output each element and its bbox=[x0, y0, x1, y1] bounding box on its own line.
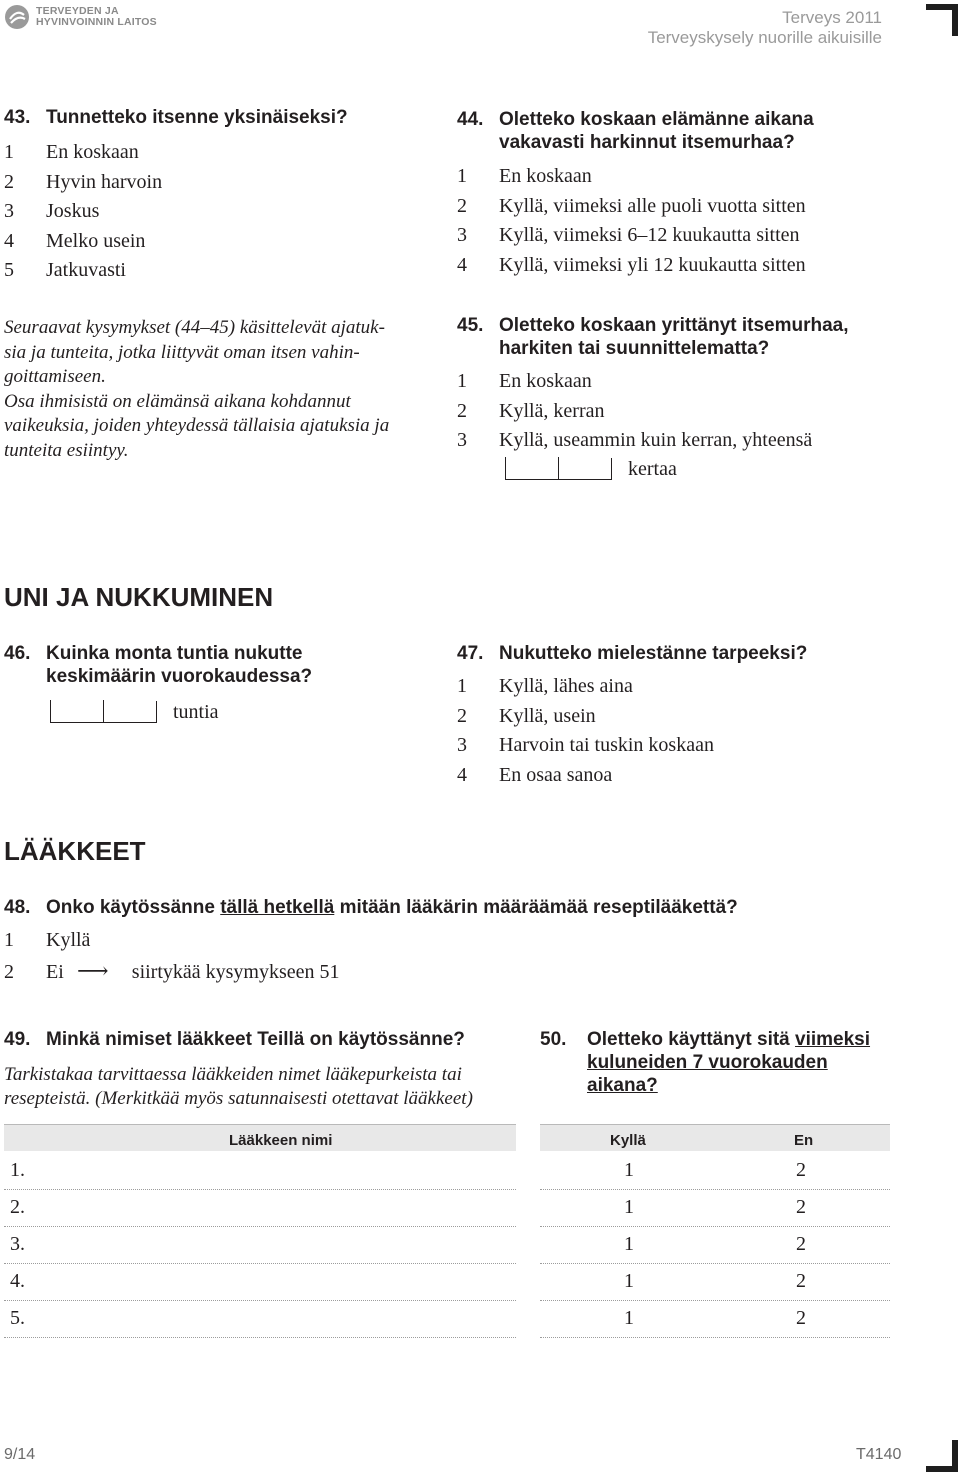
answer-no[interactable]: 2 bbox=[796, 1307, 806, 1329]
q46-unit-label: tuntia bbox=[173, 701, 219, 723]
digit-box[interactable] bbox=[505, 457, 558, 480]
q45-count-field[interactable] bbox=[505, 457, 677, 480]
q46-text-line-2: keskimäärin vuorokaudessa? bbox=[46, 666, 313, 687]
q50-text-pre: Oletteko käyttänyt sitä bbox=[587, 1029, 796, 1050]
q48-title bbox=[4, 896, 738, 919]
answer-no[interactable]: 2 bbox=[796, 1270, 806, 1292]
q45-text-line-1: Oletteko koskaan yrittänyt itsemurhaa, bbox=[499, 315, 849, 336]
q44-text-line-2: vakavasti harkinnut itsemurhaa? bbox=[499, 132, 795, 153]
q47-option[interactable] bbox=[457, 702, 714, 732]
med-name-header bbox=[4, 1125, 516, 1151]
q46-text-line-1: Kuinka monta tuntia nukutte bbox=[46, 643, 303, 664]
row-number: 2. bbox=[10, 1196, 25, 1218]
q48-option[interactable] bbox=[4, 956, 340, 988]
section-heading-sleep: UNI JA NUKKUMINEN bbox=[4, 582, 274, 612]
answer-yes[interactable]: 1 bbox=[624, 1233, 634, 1255]
option-number: 2 bbox=[457, 194, 467, 217]
q46-hours-field[interactable] bbox=[50, 700, 219, 723]
crop-mark-top-right bbox=[926, 4, 958, 36]
q47-option[interactable] bbox=[457, 731, 714, 761]
option-number: 3 bbox=[457, 429, 467, 451]
q45-options bbox=[457, 367, 812, 456]
row-number: 4. bbox=[10, 1270, 25, 1292]
q44-text-line-1: Oletteko koskaan elämänne aikana bbox=[499, 109, 814, 130]
q45-text-line-2: harkiten tai suunnittelematta? bbox=[499, 338, 770, 359]
box-end bbox=[156, 701, 157, 723]
answer-yes[interactable]: 1 bbox=[624, 1307, 634, 1329]
q49-number: 49. bbox=[4, 1029, 31, 1050]
q44-options bbox=[457, 162, 806, 280]
q48-text-emphasis: tällä hetkellä bbox=[220, 897, 335, 918]
q50-text-emphasis: aikana? bbox=[587, 1075, 658, 1096]
q50-title bbox=[540, 1028, 920, 1097]
option-number: 3 bbox=[4, 200, 14, 222]
q46-number: 46. bbox=[4, 643, 31, 664]
option-number: 4 bbox=[4, 229, 14, 252]
q43-option[interactable] bbox=[4, 256, 162, 286]
option-label: Kyllä bbox=[46, 929, 91, 951]
column-header-medicine-name: Lääkkeen nimi bbox=[229, 1132, 333, 1149]
q49-instruction-line: resepteistä. (Merkitkää myös satunnaisesti otettavat lääkkeet) bbox=[4, 1088, 473, 1109]
digit-box[interactable] bbox=[50, 700, 103, 723]
row-number: 1. bbox=[10, 1159, 25, 1181]
q46-title bbox=[4, 642, 312, 688]
answer-yes[interactable]: 1 bbox=[624, 1270, 634, 1292]
q47-number: 47. bbox=[457, 643, 484, 664]
answer-no[interactable]: 2 bbox=[796, 1196, 806, 1218]
medicine-name-input[interactable] bbox=[50, 1228, 510, 1260]
q43-option[interactable] bbox=[4, 197, 162, 227]
survey-header bbox=[648, 8, 882, 48]
column-header-yes: Kyllä bbox=[610, 1132, 646, 1149]
q48-option[interactable] bbox=[4, 926, 340, 956]
section-heading-medicines: LÄÄKKEET bbox=[4, 836, 146, 866]
option-label: Kyllä, viimeksi alle puoli vuotta sitten bbox=[499, 194, 806, 217]
option-label: Kyllä, usein bbox=[499, 704, 596, 727]
med-usage-table bbox=[540, 1124, 890, 1151]
crop-mark-bottom-right bbox=[926, 1440, 958, 1472]
q45-option[interactable] bbox=[457, 426, 812, 456]
column-header-no: En bbox=[794, 1132, 814, 1149]
q44-title bbox=[457, 108, 814, 154]
intro-line: Seuraavat kysymykset (44–45) käsittelevät ajatuk- bbox=[4, 317, 385, 338]
q47-text: Nukutteko mielestänne tarpeeksi? bbox=[499, 643, 808, 664]
option-label: Jatkuvasti bbox=[46, 259, 126, 281]
option-label: En koskaan bbox=[46, 141, 139, 163]
medicine-name-input[interactable] bbox=[50, 1265, 510, 1297]
box-end bbox=[611, 458, 612, 480]
option-number: 2 bbox=[4, 960, 14, 983]
q50-number: 50. bbox=[540, 1029, 567, 1050]
answer-no[interactable]: 2 bbox=[796, 1159, 806, 1181]
q48-text-post: mitään lääkärin määräämää reseptilääkettä? bbox=[334, 897, 738, 918]
intro-line: sia ja tunteita, jotka liittyvät oman itsen vahin- bbox=[4, 341, 360, 363]
option-label: En osaa sanoa bbox=[499, 763, 613, 786]
option-label: Hyvin harvoin bbox=[46, 170, 163, 193]
q49-instructions bbox=[4, 1063, 473, 1111]
digit-box[interactable] bbox=[558, 457, 611, 480]
right-arrow-icon: ⟶ bbox=[77, 957, 109, 983]
med-table-rows bbox=[0, 1152, 960, 1342]
option-number: 4 bbox=[457, 763, 467, 786]
q49-text: Minkä nimiset lääkkeet Teillä on käytössänne? bbox=[46, 1029, 465, 1050]
q44-option[interactable] bbox=[457, 251, 806, 281]
q43-option[interactable] bbox=[4, 227, 162, 257]
q43-text: Tunnetteko itsenne yksinäiseksi? bbox=[46, 107, 348, 128]
q44-option[interactable] bbox=[457, 162, 806, 192]
option-number: 4 bbox=[457, 253, 467, 276]
q45-option[interactable] bbox=[457, 367, 812, 397]
q44-option[interactable] bbox=[457, 192, 806, 222]
institute-logo bbox=[4, 4, 157, 30]
digit-box[interactable] bbox=[103, 700, 156, 723]
q45-unit-label: kertaa bbox=[628, 458, 677, 480]
q44-number: 44. bbox=[457, 109, 484, 130]
med-usage-header bbox=[540, 1125, 890, 1151]
q45-option[interactable] bbox=[457, 397, 812, 427]
q50-text-emphasis: viimeksi bbox=[795, 1029, 871, 1050]
row-number: 3. bbox=[10, 1233, 25, 1255]
option-number: 1 bbox=[457, 675, 467, 697]
option-label: Melko usein bbox=[46, 229, 146, 252]
option-label: Kyllä, viimeksi 6–12 kuukautta sitten bbox=[499, 224, 800, 246]
option-number: 2 bbox=[457, 704, 467, 727]
option-number: 2 bbox=[457, 399, 467, 422]
q48-skip-instruction: siirtykää kysymykseen 51 bbox=[131, 960, 340, 983]
intro-line: goittamiseen. bbox=[4, 366, 106, 387]
q49-title bbox=[4, 1028, 465, 1051]
institute-logo-icon bbox=[4, 4, 30, 30]
option-label: Kyllä, viimeksi yli 12 kuukautta sitten bbox=[499, 253, 806, 276]
answer-yes[interactable]: 1 bbox=[624, 1159, 634, 1181]
page-number: 9/14 bbox=[4, 1446, 36, 1463]
option-number: 1 bbox=[457, 370, 467, 392]
survey-title: Terveys 2011 bbox=[782, 8, 882, 27]
logo-line-1: TERVEYDEN JA bbox=[36, 5, 119, 17]
q48-number: 48. bbox=[4, 897, 31, 918]
q45-title bbox=[457, 314, 849, 360]
form-code: T4140 bbox=[856, 1446, 902, 1463]
intro-text bbox=[4, 316, 434, 463]
q43-title bbox=[4, 106, 348, 129]
option-label: Harvoin tai tuskin koskaan bbox=[499, 734, 714, 756]
option-label: Kyllä, lähes aina bbox=[499, 675, 633, 697]
q44-option[interactable] bbox=[457, 221, 806, 251]
q43-option[interactable] bbox=[4, 168, 162, 198]
q47-options bbox=[457, 672, 714, 790]
q47-option[interactable] bbox=[457, 761, 714, 791]
answer-yes[interactable]: 1 bbox=[624, 1196, 634, 1218]
survey-subtitle: Terveyskysely nuorille aikuisille bbox=[647, 28, 882, 47]
option-label: Ei bbox=[46, 960, 64, 983]
med-name-table bbox=[4, 1124, 516, 1151]
q47-title bbox=[457, 642, 807, 665]
option-label: Joskus bbox=[46, 200, 100, 222]
q50-text-emphasis: kuluneiden 7 vuorokauden bbox=[587, 1052, 828, 1073]
option-number: 3 bbox=[457, 224, 467, 246]
q47-option[interactable] bbox=[457, 672, 714, 702]
option-number: 1 bbox=[4, 141, 14, 163]
option-number: 3 bbox=[457, 734, 467, 756]
option-label: En koskaan bbox=[499, 165, 592, 187]
q49-instruction-line: Tarkistakaa tarvittaessa lääkkeiden nimet lääkepurkeista tai bbox=[4, 1064, 462, 1085]
option-number: 1 bbox=[4, 929, 14, 951]
row-number: 5. bbox=[10, 1307, 25, 1329]
option-number: 5 bbox=[4, 259, 14, 281]
intro-line: tunteita esiintyy. bbox=[4, 439, 129, 461]
q43-option[interactable] bbox=[4, 138, 162, 168]
intro-line: Osa ihmisistä on elämänsä aikana kohdannut bbox=[4, 390, 351, 412]
option-label: En koskaan bbox=[499, 370, 592, 392]
option-label: Kyllä, useammin kuin kerran, yhteensä bbox=[499, 429, 813, 451]
q43-number: 43. bbox=[4, 107, 31, 128]
medicine-name-input[interactable] bbox=[50, 1191, 510, 1223]
medicine-name-input[interactable] bbox=[50, 1154, 510, 1186]
q45-number: 45. bbox=[457, 315, 484, 336]
q48-text-pre: Onko käytössänne bbox=[46, 897, 221, 918]
logo-line-2: HYVINVOINNIN LAITOS bbox=[36, 16, 157, 28]
intro-line: vaikeuksia, joiden yhteydessä tällaisia ajatuksia ja bbox=[4, 415, 390, 436]
q48-options bbox=[4, 926, 340, 987]
medicine-name-input[interactable] bbox=[50, 1302, 510, 1334]
option-number: 1 bbox=[457, 165, 467, 187]
option-number: 2 bbox=[4, 170, 14, 193]
option-label: Kyllä, kerran bbox=[499, 399, 605, 422]
answer-no[interactable]: 2 bbox=[796, 1233, 806, 1255]
q43-options bbox=[4, 138, 162, 286]
